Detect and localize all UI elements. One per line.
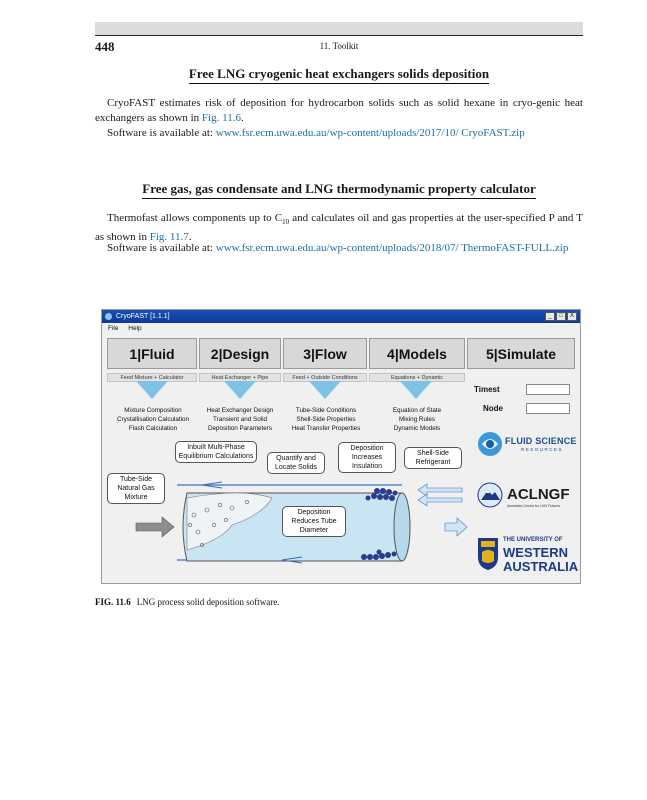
paragraph-thermofast-download: Software is available at: www.fsr.ecm.uwa.edu.au/wp-content/uploads/2018/07/ ThermoFAST-FULL.zip [107,242,569,254]
paragraph-cryofast-download: Software is available at: www.fsr.ecm.uwa.edu.au/wp-content/uploads/2017/10/ CryoFAST.zip [107,127,525,139]
callout-tube-side: Tube-Side Natural Gas Mixture [107,473,165,504]
tab-flow[interactable]: 3|Flow [283,338,367,369]
aclngf-icon [477,482,503,508]
tab-fluid[interactable]: 1|Fluid [107,338,197,369]
tab-flow-description: Tube-Side Conditions Shell-Side Properties Heat Transfer Properties [291,407,361,432]
maximize-button[interactable]: □ [556,312,566,321]
figure-ref-link[interactable]: Fig. 11.6 [201,112,241,124]
paragraph-cryofast-description: CryoFAST estimates risk of deposition for hydrocarbon solids such as solid hexane in cryo-genic heat exchangers as shown in Fig. 11.6. [95,97,583,124]
uwa-line2: WESTERN [503,545,568,560]
node-label: Node [483,404,503,413]
section-title-thermofast: Free gas, gas condensate and LNG thermodynamic property calculator [95,181,583,197]
aclngf-logo [477,482,577,514]
section-title-cryofast: Free LNG cryogenic heat exchangers solids deposition [95,66,583,82]
uwa-line3: AUSTRALIA [503,559,579,574]
uwa-line1: THE UNIVERSITY OF [503,537,563,543]
tab-models-description: Equation of State Mixing Rules Dynamic Models [392,407,442,432]
tab-models[interactable]: 4|Models [369,338,465,369]
callout-inbuilt-equilibrium: Inbuilt Multi-Phase Equilibrium Calculations [175,441,257,463]
aclngf-name: ACLNGF [507,486,570,503]
tab-fluid-subtitle: Feed Mixture + Calculator [107,373,197,382]
figure-label: FIG. 11.6 [95,597,131,607]
fluid-science-icon [477,430,503,458]
tab-design[interactable]: 2|Design [199,338,281,369]
outlet-arrow-icon [445,518,467,536]
cryofast-download-link[interactable]: www.fsr.ecm.uwa.edu.au/wp-content/uploads/2017/10/ CryoFAST.zip [215,127,525,139]
close-button[interactable]: X [567,312,577,321]
figure-caption [95,597,280,607]
callout-shell-side: Shell-Side Refrigerant [404,447,462,469]
page-number: 448 [95,39,115,54]
figure-caption-text: LNG process solid deposition software. [136,597,280,607]
uwa-logo [477,535,577,577]
menu-help[interactable]: Help [128,325,142,332]
tab-fluid-description: Mixture Composition Crystallisation Calculation Flash Calculation [116,407,190,432]
figure-ref-link[interactable]: Fig. 11.7 [149,231,189,244]
uwa-crest-icon [477,537,499,571]
window-titlebar: CryoFAST [1.1.1] _ □ X [102,310,580,323]
refrigerant-arrow-icon [418,484,462,496]
running-head: 11. Toolkit [319,41,359,51]
minimize-button[interactable]: _ [545,312,555,321]
tube-end [394,493,410,561]
paragraph-thermofast-description: Thermofast allows components up to $C_{10}$ and calculates oil and gas properties at the user-specified P and T as shown in Fig. 11.7. [95,212,583,244]
thermofast-download-link[interactable]: www.fsr.ecm.uwa.edu.au/wp-content/uploads/2018/07/ ThermoFAST-FULL.zip [215,242,569,254]
refrigerant-arrow-icon [418,494,462,506]
header-bar [95,22,583,36]
callout-deposition-insulation: Deposition Increases Insulation [338,442,396,473]
tab-models-subtitle: Equations + Dynamic [369,373,465,382]
inlet-arrow-icon [136,517,174,537]
callout-quantify-solids: Quantify and Locate Solids [267,452,325,474]
menu-file[interactable]: File [108,325,119,332]
tab-design-description: Heat Exchanger Design Transient and Solid Deposition Parameters [206,407,274,432]
fluid-science-logo [477,428,577,462]
fluid-science-sub: RESOURCES [521,447,564,452]
callout-reduces-diameter: Deposition Reduces Tube Diameter [282,506,346,537]
tab-flow-subtitle: Feed + Outside Conditions [283,373,367,382]
cryofast-screenshot [101,309,581,584]
timestep-label: Timest [474,385,500,394]
tab-design-subtitle: Heat Exchanger + Pipe [199,373,281,382]
tab-simulate[interactable]: 5|Simulate [467,338,575,369]
fluid-science-name: FLUID SCIENCE [505,436,577,446]
page-header [95,22,583,58]
aclngf-sub: Australian Centre for LNG Futures [507,504,561,508]
